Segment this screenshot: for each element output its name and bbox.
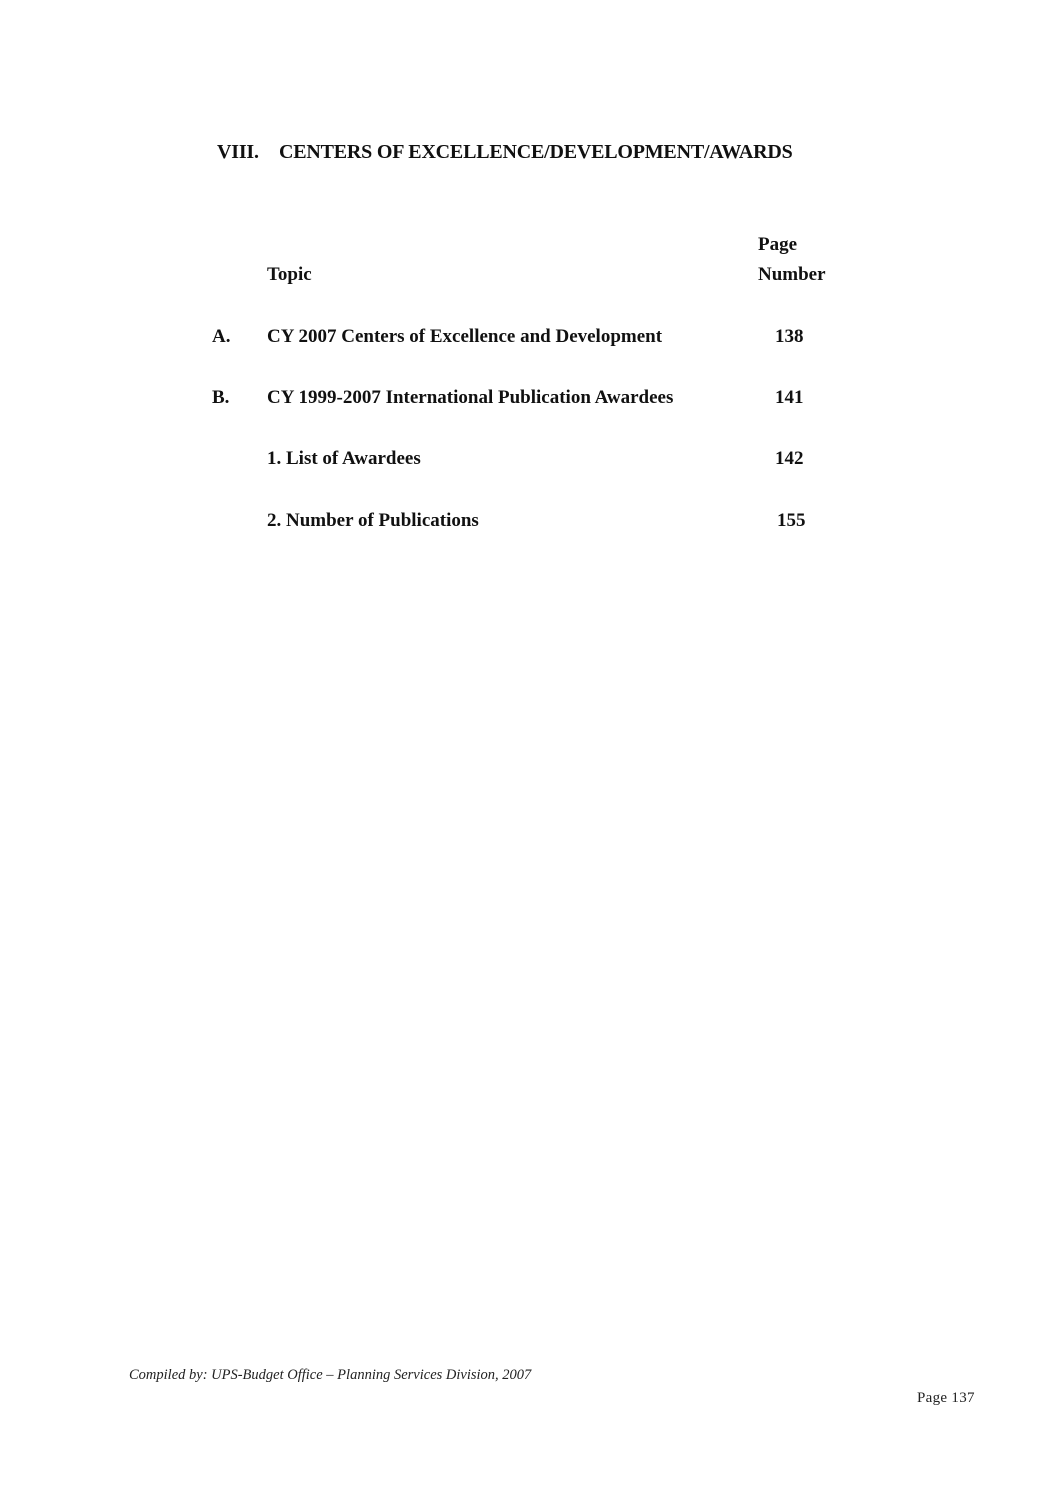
- entry-topic: 1. List of Awardees: [267, 448, 421, 469]
- section-heading: [217, 141, 793, 164]
- entry-topic: 2. Number of Publications: [267, 510, 479, 531]
- entry-letter: B.: [212, 387, 230, 408]
- entry-topic: CY 2007 Centers of Excellence and Development: [267, 326, 663, 347]
- entry-letter: A.: [212, 326, 231, 347]
- entry-page-number: 138: [775, 326, 804, 347]
- entry-page-number: 141: [775, 387, 804, 408]
- entry-page-number: 142: [775, 448, 804, 469]
- footer-page-number: Page 137: [917, 1390, 975, 1406]
- entry-page-number: 155: [777, 510, 806, 531]
- section-number: VIII.: [217, 141, 259, 163]
- entry-topic: CY 1999-2007 International Publication Awardees: [267, 387, 674, 408]
- section-title: CENTERS OF EXCELLENCE/DEVELOPMENT/AWARDS: [279, 141, 793, 163]
- footer-compiled-by: Compiled by: UPS-Budget Office – Planning Services Division, 2007: [129, 1367, 532, 1383]
- topic-column-header: Topic: [267, 264, 312, 285]
- page-column-header-line2: Number: [758, 264, 826, 285]
- page-column-header-line1: Page: [758, 234, 798, 255]
